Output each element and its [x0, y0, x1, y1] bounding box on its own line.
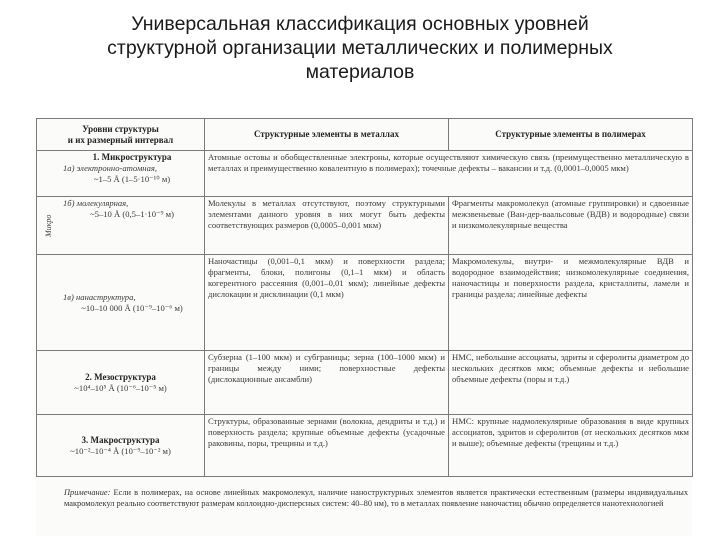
header-levels-line2: и их размерный интервал — [67, 134, 174, 145]
level-range: ~10–10 000 Å (10⁻⁹–10⁻⁶ м) — [81, 302, 183, 313]
level-macro — [37, 415, 205, 477]
cell-micro-b-polymer: Фрагменты макромолекул (атомные группировки) и сдвоенные межзвеньевые (Ван-дер-ваальсовые (ВДВ) и водородные) связи и низкомолекулярные вещества — [449, 197, 693, 255]
title-line-3: материалов — [305, 61, 415, 83]
level-title-macro: 3. Макроструктура — [81, 434, 160, 445]
level-title-micro: 1. Микроструктура — [92, 152, 172, 162]
cell-meso-metal: Субзерна (1–100 мкм) и субграницы; зерна (100–1000 мкм) и границы между ними; поверхностные дефекты (дислокационные ансамбли) — [205, 351, 449, 415]
header-polymers: Структурные элементы в полимерах — [449, 119, 693, 151]
level-micro-b — [37, 197, 205, 255]
footnote-label: Примечание: — [64, 488, 111, 497]
table-row — [37, 415, 693, 477]
title-line-1: Универсальная классификация основных уровней — [131, 13, 589, 35]
footnote — [64, 488, 688, 509]
header-levels — [37, 119, 205, 151]
cell-micro-c-polymer: Макромолекулы, внутри- и межмолекулярные ВДВ и водородное взаимодействия; низкомолекулярные соединения, наночастицы и поверхности раздела, кристаллиты, ламели и границы раздела; линейные дефекты — [449, 255, 693, 351]
table-row — [37, 151, 693, 197]
cell-macro-metal: Структуры, образованные зернами (волокна, дендриты и т.д.) и поверхность раздела; крупные объемные дефекты (усадочные раковины, поры, трещины и т.д.) — [205, 415, 449, 477]
cell-macro-polymer: НМС: крупные надмолекулярные образования в виде крупных ассоциатов, эдритов и сферолитов (от нескольких десятков мкм и выше); объемные дефекты (трещины и т.д.) — [449, 415, 693, 477]
title-line-2: структурной организации металлических и полимерных — [107, 37, 613, 59]
level-label: 1а) электронно-атомная, — [63, 163, 158, 173]
cell-micro-a-shared: Атомные остовы и обобществленные электроны, которые осуществляют химическую связь (преимущественно металлическую в металлах и преимущественно ковалентную в полимерах); точечные дефекты – вакансии и т.д. (0,0001–0,0005 мкм) — [205, 151, 693, 197]
level-label: 1в) нанаструктура, — [63, 291, 136, 302]
table-header-row — [37, 119, 693, 151]
header-levels-line1: Уровни структуры — [82, 123, 159, 134]
level-label: 1б) молекулярная, — [63, 198, 129, 208]
level-title-meso: 2. Мезоструктура — [85, 371, 156, 382]
micro-side-label: Микро — [44, 214, 53, 238]
table-row — [37, 351, 693, 415]
level-range: ~10⁴–10⁵ Å (10⁻⁶–10⁻⁵ м) — [74, 382, 167, 393]
level-meso — [37, 351, 205, 415]
level-micro-c — [37, 255, 205, 351]
level-range: ~1–5 Å (1–5·10⁻¹⁰ м) — [93, 174, 171, 184]
level-range: ~10⁻²–10⁻⁴ Å (10⁻⁹–10⁻² м) — [70, 445, 171, 456]
slide-title — [40, 12, 680, 84]
cell-micro-b-metal: Молекулы в металлах отсутствуют, поэтому структурными элементами данного уровня в них могут быть дефекты соответствующих размеров (0,0005–0,001 мкм) — [205, 197, 449, 255]
cell-meso-polymer: НМС, небольшие ассоциаты, эдриты и сферолиты диаметром до нескольких десятков мкм; объемные дефекты и небольшие объемные дефекты (поры и т.д.) — [449, 351, 693, 415]
table-row — [37, 255, 693, 351]
footnote-text: Если в полимерах, на основе линейных макромолекул, наличие наноструктурных элементов является практически естественным (размеры индивидуальных макромолекул реально соответствуют размерам коллоидно-дисперсных систем: 40–80 нм), то в металлах появление наночастиц обычно определяется нанотехнологией — [64, 488, 689, 508]
scanned-document — [36, 118, 692, 536]
cell-micro-c-metal: Наночастицы (0,001–0,1 мкм) и поверхности раздела; фрагменты, блоки, полигоны (0,1–1 мкм) и область когерентного рассеяния (0,001–0,01 мкм); линейные дефекты дислокации и дисклинации (0,1 мкм) — [205, 255, 449, 351]
classification-table — [36, 118, 693, 477]
header-metals: Структурные элементы в металлах — [205, 119, 449, 151]
level-range: ~5–10 Å (0,5–1·10⁻⁹ м) — [90, 209, 174, 219]
level-micro-a — [37, 151, 205, 197]
table-row — [37, 197, 693, 255]
